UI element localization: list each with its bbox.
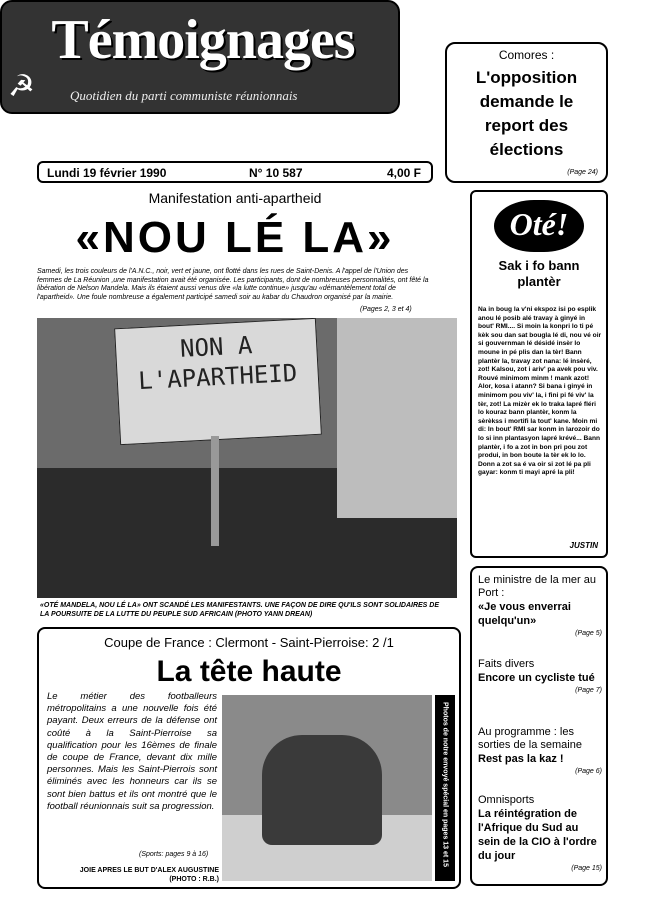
issue-date: Lundi 19 février 1990 <box>47 166 167 180</box>
sport-pages: (Sports: pages 9 à 16) <box>139 851 209 858</box>
sidebar-item-page: (Page 5) <box>575 630 602 637</box>
vertical-banner <box>435 695 455 881</box>
sidebar-item-headline: «Je vous enverrai quelqu'un» <box>478 601 571 627</box>
ote-headline: Sak i fo bann plantèr <box>498 258 580 289</box>
ote-body: Na in boug la v'ni ekspoz isi po esplik anou lé posib alé travay à ginyé in bout' RMI.... Si moin la konpri lo ti pé kèk sou dan sat bougla lé di, nou vé oir si gouvernman lé désidé insèr lo moune in pé plis dan la tèr! Bann plantèr la, travay zot nana: lé insèré, zot! Kalsou, zot i ariv' pa avek pou viv. Rouvé minimom minm ! mank azot! Alor, kosa i atann? Si bana i ginyé in minimom pou viv' la, i fini pi fé viv' la tèr, zot! La mizèr ek lo traka lapré fléri lo kouraz bann plantèr, konm la sèrèkss i mortifi la tout' kane. Moin mi di: In bout' RMI sar konm in larozoir do lo si inn plantasyon lapré krévé... Bann plantèr, i fo a zot in bon pri pou zot produi, in bon boute la tèr ek lo lo. Donn a zot sa é va oir si zot lé pa pli gayar: konm ti mayi apré la pli! <box>478 306 602 477</box>
sport-kicker: Coupe de France : Clermont - Saint-Pierroise: 2 /1 <box>104 635 394 650</box>
sidebar-item-port <box>478 574 602 639</box>
dateline <box>37 161 433 183</box>
sidebar-item-headline: Rest pas la kaz ! <box>478 753 564 765</box>
lead-pages: (Pages 2, 3 et 4) <box>360 306 412 313</box>
players-shape <box>262 735 382 845</box>
protest-sign <box>114 318 322 445</box>
sign-pole <box>211 436 219 546</box>
hammer-sickle-icon: ☭ <box>8 70 35 103</box>
sidebar-item-lead: Omnisports <box>478 794 535 806</box>
sidebar-item-lead: Le ministre de la mer au Port : <box>478 574 596 599</box>
sidebar-item-headline: La réintégration de l'Afrique du Sud au sein de la CIO à l'ordre du jour <box>478 808 597 862</box>
building-shape <box>337 318 457 518</box>
sport-photo <box>222 695 432 881</box>
sport-body: Le métier des footballeurs métropolitains a une nouvelle fois été payant. Deux erreurs de la défense ont coûté à la Saint-Pierroise sa qualification pour les 16èmes de finale de coupe de France, devant dix mille personnes. Mais les Saint-Pierrois sont éliminés avec les honneurs car ils se sont bien battus et ils ont montré que le football réunionnais suit sa progression. <box>47 691 217 812</box>
ote-box <box>470 190 608 558</box>
lead-headline: «NOU LÉ LA» <box>75 213 395 262</box>
protest-sign-text: NON A L'APARTHEID <box>137 331 298 396</box>
sidebar-item-page: (Page 6) <box>575 768 602 775</box>
sidebar-item-faits-divers <box>478 658 602 696</box>
sport-box <box>37 627 461 889</box>
lead-body: Samedi, les trois couleurs de l'A.N.C., noir, vert et jaune, ont flotté dans les rues de Saint-Denis. A l'appel de l'Union des femmes de La Réunion ,une manifestation avait été organisée. Les participants, dont de nombreuses personnalités, ont fêté la libération de Nelson Mandela. Mais ils étaient aussi venus dire «la lutte continue» jusqu'au «démantèlement total de l'apartheid». Une foule nombreuse a également participé samedi soir au kabar du Chaudron organisé par la mairie. <box>37 268 429 301</box>
comores-box <box>445 42 608 183</box>
masthead-subtitle: Quotidien du parti communiste réunionnais <box>70 88 298 103</box>
sidebar-item-programme <box>478 726 602 777</box>
sidebar-box <box>470 566 608 886</box>
comores-headline: L'opposition demande le report des élections <box>475 68 578 159</box>
lead-kicker: Manifestation anti-apartheid <box>148 190 322 206</box>
comores-kicker: Comores : <box>498 48 555 62</box>
sidebar-item-headline: Encore un cycliste tué <box>478 672 595 684</box>
sidebar-item-page: (Page 15) <box>571 865 602 872</box>
sport-headline: La tête haute <box>156 655 342 688</box>
lead-photo <box>37 318 457 598</box>
sidebar-item-page: (Page 7) <box>575 687 602 694</box>
sidebar-item-omnisports <box>478 794 602 874</box>
lead-caption: «OTÉ MANDELA, NOU LÉ LA» ONT SCANDÉ LES MANIFESTANTS. UNE FAÇON DE DIRE QU'ILS SONT SOLIDAIRES DE LA POURSUITE DE LA LUTTE DU PEUPLE SUD AFRICAIN (PHOTO YANN DREAN) <box>40 602 440 618</box>
sport-caption-2: (PHOTO : R.B.) <box>169 876 219 883</box>
sidebar-item-lead: Au programme : les sorties de la semaine <box>478 726 582 751</box>
ote-signature: JUSTIN <box>569 541 598 550</box>
issue-price: 4,00 F <box>386 166 421 180</box>
sport-caption-1: JOIE APRES LE BUT D'ALEX AUGUSTINE <box>79 867 219 874</box>
sidebar-item-lead: Faits divers <box>478 658 535 670</box>
ote-logo <box>494 200 584 252</box>
issue-number: N° 10 587 <box>249 166 303 180</box>
vertical-banner-text: Photos de notre envoyé spécial en pages 13 et 15 <box>441 702 449 867</box>
comores-page: (Page 24) <box>567 168 598 176</box>
masthead <box>0 0 400 114</box>
ote-logo-text: Oté! <box>509 206 569 242</box>
masthead-title: Témoignages <box>51 9 355 71</box>
